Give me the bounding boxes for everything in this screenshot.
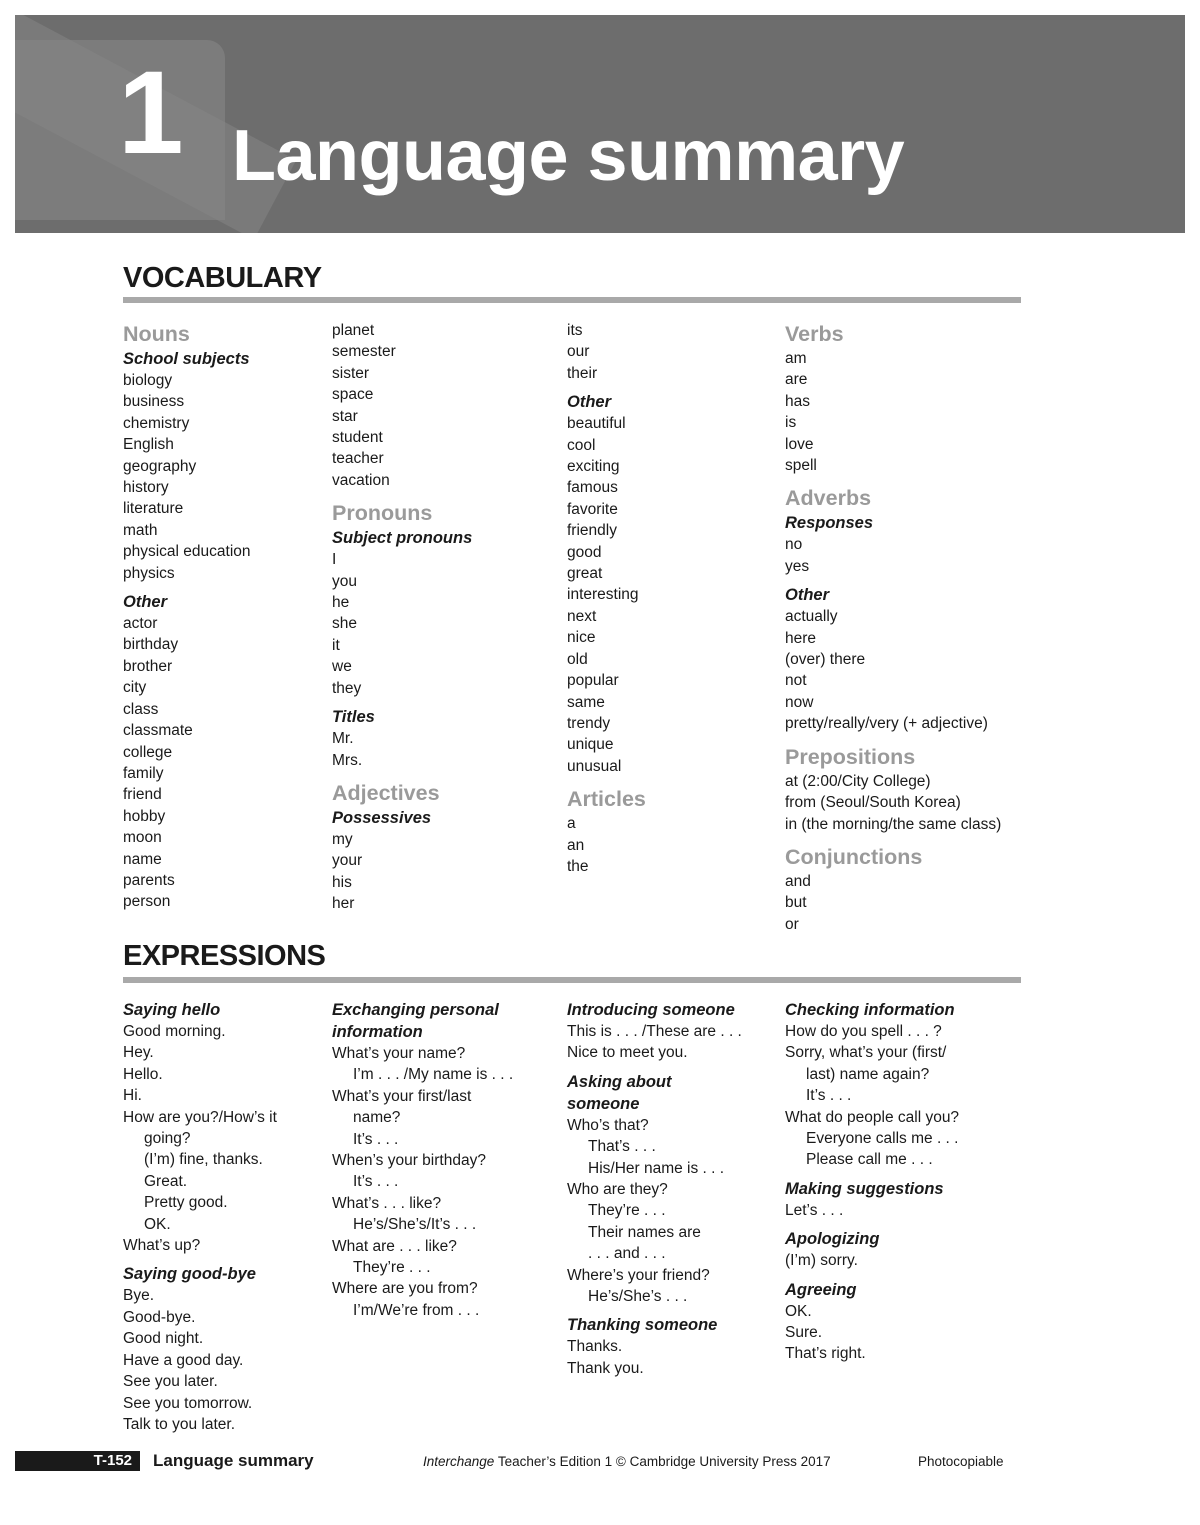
list-item: from (Seoul/South Korea): [785, 794, 961, 812]
list-item: What are . . . like?: [332, 1237, 457, 1255]
vocabulary-heading: VOCABULARY: [123, 262, 322, 294]
list-item: Sorry, what’s your (first/: [785, 1044, 947, 1062]
list-item: exciting: [567, 458, 620, 476]
saying-goodbye-list: [123, 1285, 323, 1435]
list-item: biology: [123, 372, 173, 389]
list-item: Who are they?: [567, 1181, 668, 1199]
list-item: their: [567, 364, 598, 382]
list-item: an: [567, 836, 585, 854]
expr-col-2: [332, 999, 557, 1321]
list-item: they: [332, 679, 362, 697]
introducing-heading: Introducing someone: [567, 1001, 735, 1019]
list-item: Great.: [144, 1172, 188, 1190]
unit-number: 1: [118, 47, 184, 179]
prepositions-heading: Prepositions: [785, 744, 916, 769]
list-item: no: [785, 536, 803, 554]
list-item: Let’s . . .: [785, 1201, 844, 1219]
saying-goodbye-heading: Saying good-bye: [123, 1265, 256, 1284]
list-item: person: [123, 893, 171, 911]
list-item: parents: [123, 871, 175, 889]
list-item: It’s . . .: [353, 1173, 399, 1191]
list-item: . . . and . . .: [588, 1245, 666, 1263]
nouns-other-list: [123, 613, 323, 913]
saying-hello-responses: [123, 1128, 323, 1235]
vocabulary-rule: [123, 297, 1021, 303]
asking-heading-line2: someone: [567, 1094, 640, 1113]
prepositions-list: [785, 771, 1025, 835]
list-item: (I’m) fine, thanks.: [144, 1151, 263, 1169]
list-item: he: [332, 594, 350, 612]
expressions-heading: EXPRESSIONS: [123, 940, 326, 972]
expr-col-3: [567, 999, 777, 1379]
adverbs-other-heading: Other: [785, 586, 830, 605]
verbs-heading: Verbs: [785, 322, 844, 346]
adjectives-heading: Adjectives: [332, 780, 440, 805]
vocab-col-1: [123, 320, 323, 913]
list-item: his: [332, 873, 352, 891]
list-item: See you later.: [123, 1373, 218, 1391]
list-item: a: [567, 815, 576, 833]
list-item: physical education: [123, 543, 251, 561]
list-item: great: [567, 565, 603, 583]
list-item: Where’s your friend?: [567, 1266, 710, 1284]
list-item: physics: [123, 564, 175, 582]
apologizing-heading: Apologizing: [785, 1230, 880, 1249]
list-item: but: [785, 894, 807, 912]
list-item: are: [785, 371, 808, 389]
list-item: What’s your first/last: [332, 1087, 472, 1105]
list-item: famous: [567, 479, 618, 497]
list-item: math: [123, 521, 158, 539]
list-item: name?: [353, 1109, 401, 1127]
list-item: (over) there: [785, 651, 866, 669]
saying-hello-last: What’s up?: [123, 1237, 201, 1255]
list-item: business: [123, 393, 185, 411]
vocab-col-3: [567, 320, 777, 877]
articles-list: [567, 813, 777, 877]
book-title: Interchange: [423, 1454, 495, 1469]
list-item: How are you?/How’s it: [123, 1108, 277, 1126]
list-item: actor: [123, 615, 158, 633]
list-item: am: [785, 350, 807, 367]
list-item: family: [123, 764, 164, 782]
list-item: her: [332, 895, 355, 913]
list-item: it: [332, 636, 340, 654]
list-item: It’s . . .: [806, 1087, 852, 1105]
list-item: friendly: [567, 522, 617, 540]
vocab-col-2: [332, 320, 552, 915]
list-item: Mr.: [332, 730, 354, 748]
asking-list: [567, 1115, 777, 1308]
asking-heading-line1: Asking about: [567, 1072, 672, 1091]
list-item: Where are you from?: [332, 1280, 478, 1298]
exchanging-info-heading-line2: information: [332, 1023, 423, 1041]
list-item: literature: [123, 500, 184, 518]
list-item: and: [785, 872, 811, 890]
footer-title: Language summary: [153, 1451, 314, 1470]
list-item: Thanks.: [567, 1338, 623, 1356]
introducing-list: [567, 1021, 777, 1064]
list-item: Hello.: [123, 1065, 163, 1083]
thanking-heading: Thanking someone: [567, 1316, 718, 1335]
list-item: I’m . . . /My name is . . .: [353, 1066, 514, 1084]
list-item: trendy: [567, 714, 611, 732]
list-item: Their names are: [588, 1223, 701, 1241]
list-item: she: [332, 615, 357, 633]
list-item: They’re . . .: [353, 1259, 431, 1277]
list-item: His/Her name is . . .: [588, 1159, 725, 1177]
list-item: That’s right.: [785, 1345, 866, 1363]
list-item: or: [785, 915, 799, 933]
list-item: you: [332, 572, 357, 590]
list-item: Good morning.: [123, 1023, 226, 1040]
titles-heading: Titles: [332, 708, 375, 727]
list-item: our: [567, 343, 590, 361]
list-item: unique: [567, 736, 614, 754]
list-item: classmate: [123, 722, 193, 740]
list-item: They’re . . .: [588, 1202, 666, 1220]
agreeing-list: [785, 1301, 1025, 1365]
list-item: birthday: [123, 636, 179, 654]
school-subjects-heading: School subjects: [123, 350, 250, 368]
list-item: planet: [332, 322, 375, 339]
page-number: T-152: [15, 1451, 140, 1471]
list-item: What do people call you?: [785, 1108, 960, 1126]
list-item: now: [785, 693, 814, 711]
list-item: yes: [785, 557, 810, 575]
adverbs-heading: Adverbs: [785, 486, 872, 511]
list-item: love: [785, 435, 814, 453]
vocab-col-4: [785, 320, 1025, 935]
list-item: student: [332, 429, 383, 447]
list-item: I’m/We’re from . . .: [353, 1301, 480, 1319]
responses-list: [785, 534, 1025, 577]
list-item: actually: [785, 608, 838, 626]
list-item: name: [123, 850, 162, 868]
possessives-continued-list: [567, 320, 777, 384]
thanking-list: [567, 1336, 777, 1379]
list-item: See you tomorrow.: [123, 1394, 253, 1412]
list-item: your: [332, 852, 363, 870]
list-item: Everyone calls me . . .: [806, 1130, 959, 1148]
nouns-other-heading: Other: [123, 593, 168, 612]
subject-pronouns-list: [332, 549, 552, 699]
titles-list: [332, 728, 552, 771]
list-item: same: [567, 693, 605, 711]
nouns-continued-list: [332, 320, 552, 491]
list-item: Good night.: [123, 1330, 204, 1348]
credit-text: Teacher’s Edition 1 © Cambridge University Press 2017: [494, 1454, 831, 1469]
list-item: I: [332, 551, 337, 569]
list-item: the: [567, 857, 589, 875]
expr-col-1: [123, 999, 323, 1435]
list-item: nice: [567, 629, 596, 647]
pronouns-heading: Pronouns: [332, 501, 433, 526]
list-item: good: [567, 543, 602, 561]
list-item: hobby: [123, 807, 166, 825]
list-item: Talk to you later.: [123, 1415, 236, 1433]
list-item: How do you spell . . . ?: [785, 1023, 942, 1040]
list-item: cool: [567, 436, 596, 454]
list-item: chemistry: [123, 414, 190, 432]
list-item: Mrs.: [332, 751, 363, 769]
expressions-rule: [123, 977, 1021, 983]
list-item: history: [123, 479, 169, 497]
list-item: He’s/She’s/It’s . . .: [353, 1216, 477, 1234]
possessives-heading: Possessives: [332, 808, 432, 827]
adjectives-other-heading: Other: [567, 393, 612, 412]
footer-credit: [423, 1453, 831, 1471]
conjunctions-list: [785, 871, 1025, 935]
list-item: Who’s that?: [567, 1116, 649, 1134]
list-item: Nice to meet you.: [567, 1044, 688, 1062]
list-item: (I’m) sorry.: [785, 1252, 858, 1270]
list-item: That’s . . .: [588, 1138, 656, 1156]
exchanging-info-heading-line1: Exchanging personal: [332, 1001, 499, 1019]
expr-col-4: [785, 999, 1025, 1365]
list-item: semester: [332, 343, 396, 361]
list-item: teacher: [332, 450, 384, 468]
list-item: class: [123, 700, 159, 718]
list-item: my: [332, 830, 353, 848]
list-item: favorite: [567, 500, 618, 518]
list-item: college: [123, 743, 173, 761]
possessives-list: [332, 829, 552, 915]
saying-hello-list: [123, 1021, 323, 1128]
list-item: Hi.: [123, 1087, 142, 1105]
list-item: spell: [785, 457, 817, 475]
list-item: interesting: [567, 586, 639, 604]
list-item: Thank you.: [567, 1359, 644, 1377]
list-item: Have a good day.: [123, 1351, 244, 1369]
list-item: unusual: [567, 757, 622, 775]
list-item: is: [785, 414, 797, 432]
list-item: at (2:00/City College): [785, 772, 931, 790]
checking-list: [785, 1021, 1025, 1171]
list-item: What’s your name?: [332, 1045, 466, 1062]
checking-heading: Checking information: [785, 1001, 955, 1019]
list-item: Good-bye.: [123, 1308, 196, 1326]
school-subjects-list: [123, 370, 323, 584]
list-item: friend: [123, 786, 162, 804]
nouns-heading: Nouns: [123, 322, 190, 346]
agreeing-heading: Agreeing: [785, 1280, 857, 1299]
list-item: Pretty good.: [144, 1194, 228, 1212]
subject-pronouns-heading: Subject pronouns: [332, 529, 473, 548]
list-item: here: [785, 629, 817, 647]
list-item: going?: [144, 1130, 191, 1148]
list-item: old: [567, 650, 588, 668]
suggestions-heading: Making suggestions: [785, 1179, 944, 1198]
responses-heading: Responses: [785, 514, 874, 533]
list-item: star: [332, 407, 358, 425]
list-item: English: [123, 436, 174, 454]
list-item: What’s . . . like?: [332, 1194, 442, 1212]
list-item: has: [785, 392, 810, 410]
list-item: When’s your birthday?: [332, 1152, 486, 1170]
list-item: It’s . . .: [353, 1130, 399, 1148]
adverbs-other-list: [785, 606, 1025, 734]
list-item: in (the morning/the same class): [785, 815, 1002, 833]
list-item: Bye.: [123, 1287, 155, 1305]
list-item: OK.: [144, 1215, 171, 1233]
list-item: This is . . . /These are . . .: [567, 1023, 742, 1040]
verbs-list: [785, 348, 1025, 476]
list-item: vacation: [332, 471, 390, 489]
list-item: popular: [567, 672, 619, 690]
list-item: we: [332, 658, 352, 676]
list-item: not: [785, 672, 807, 690]
list-item: OK.: [785, 1302, 812, 1320]
conjunctions-heading: Conjunctions: [785, 844, 923, 869]
list-item: city: [123, 679, 147, 697]
exchanging-info-list: [332, 1043, 557, 1321]
list-item: geography: [123, 457, 197, 475]
list-item: next: [567, 607, 597, 625]
list-item: space: [332, 386, 374, 404]
articles-heading: Articles: [567, 787, 646, 812]
list-item: Sure.: [785, 1324, 823, 1342]
list-item: Hey.: [123, 1044, 154, 1062]
list-item: beautiful: [567, 415, 626, 433]
list-item: sister: [332, 364, 370, 382]
list-item: its: [567, 322, 583, 339]
photocopiable-label: Photocopiable: [918, 1454, 1004, 1469]
suggestions-list: [785, 1200, 1025, 1221]
list-item: Please call me . . .: [806, 1151, 933, 1169]
list-item: pretty/really/very (+ adjective): [785, 715, 988, 733]
list-item: brother: [123, 657, 173, 675]
page-title: Language summary: [232, 116, 905, 196]
list-item: moon: [123, 829, 162, 847]
page-footer: [15, 1451, 1025, 1475]
adjectives-other-list: [567, 413, 777, 777]
list-item: He’s/She’s . . .: [588, 1288, 688, 1306]
apologizing-list: [785, 1250, 1025, 1271]
list-item: last) name again?: [806, 1065, 930, 1083]
saying-hello-heading: Saying hello: [123, 1001, 221, 1019]
